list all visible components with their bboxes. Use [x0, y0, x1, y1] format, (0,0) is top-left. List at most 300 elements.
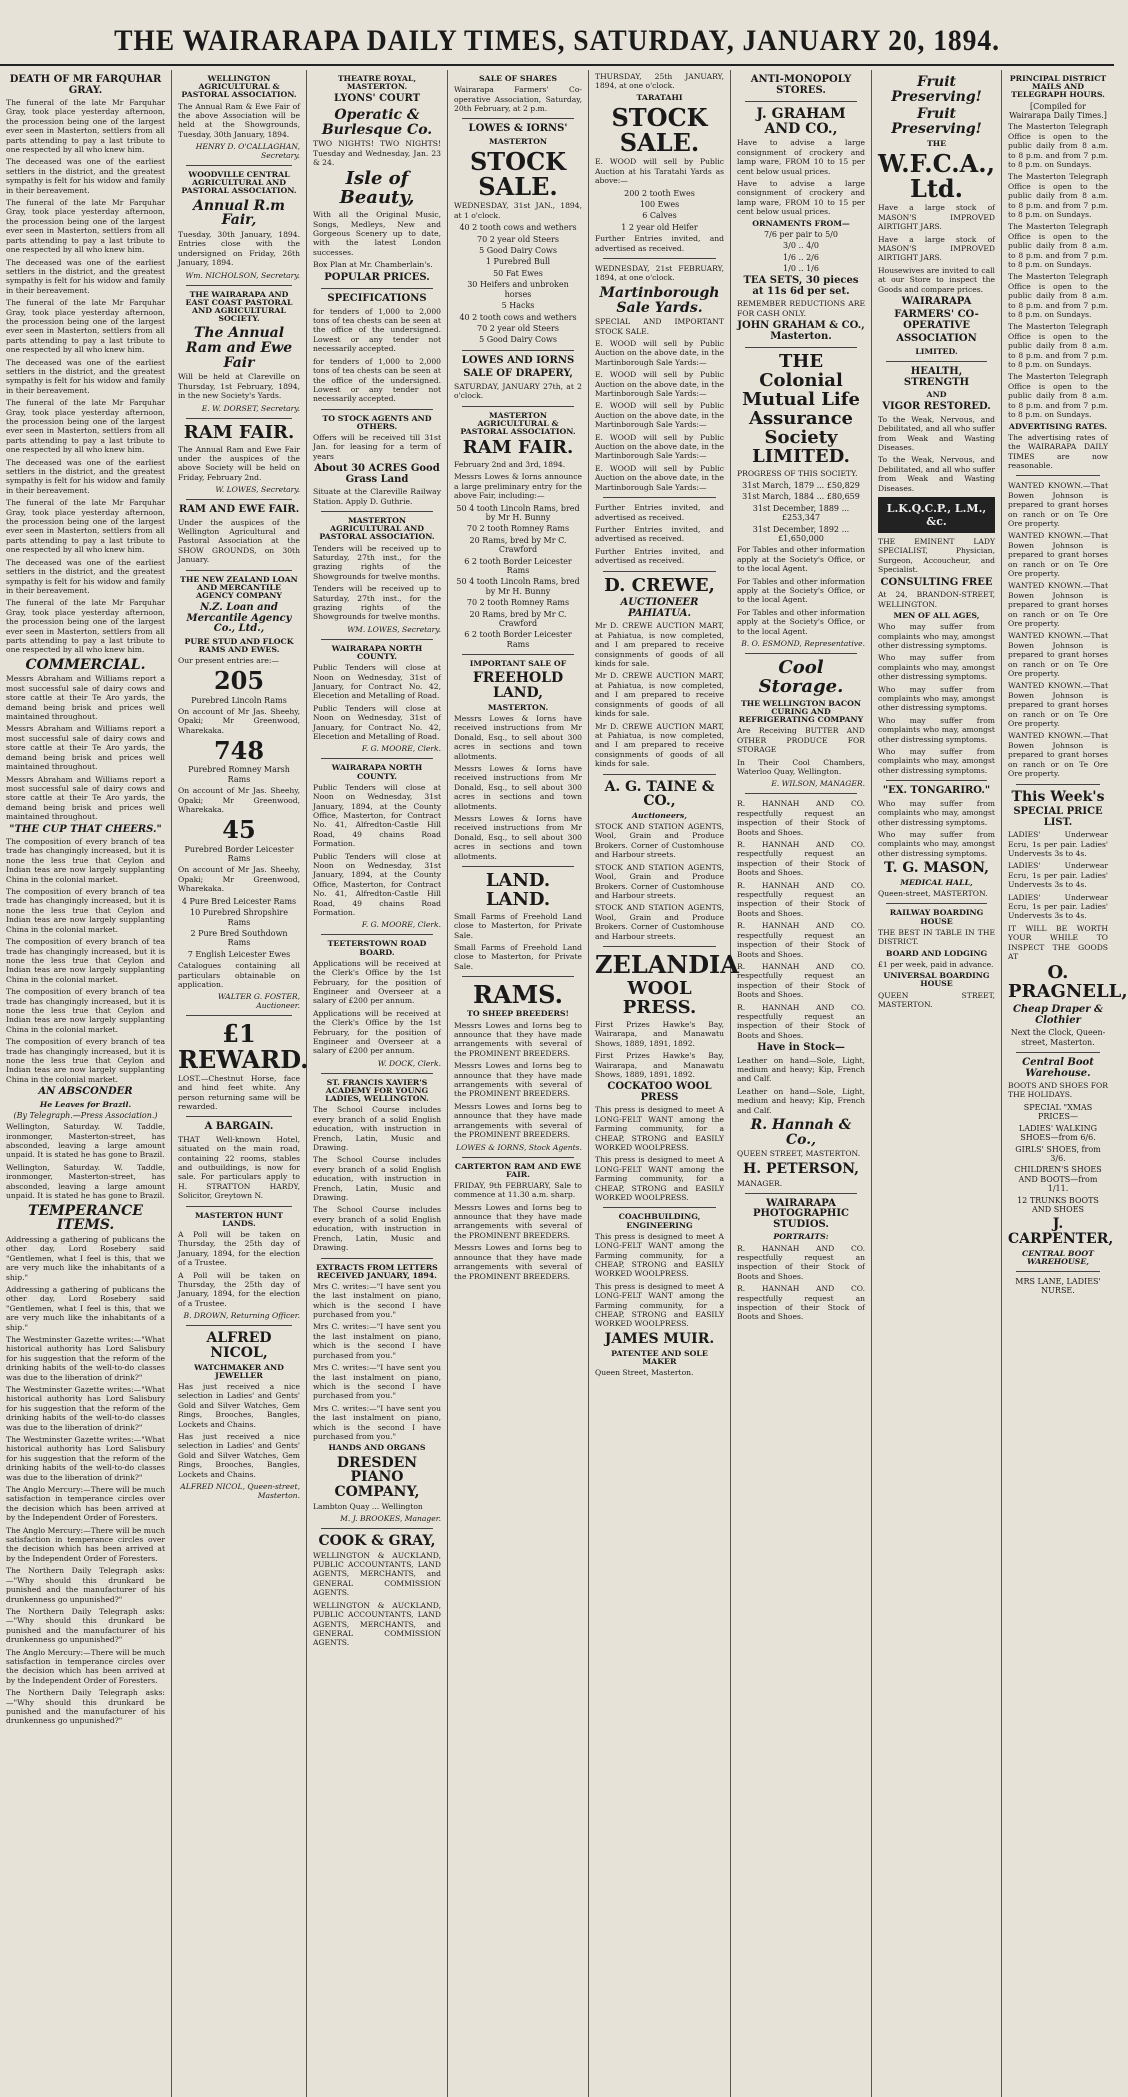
advert-title: Cool Storage. [758, 657, 844, 697]
advert-text: Lambton Quay ... Wellington [313, 1501, 423, 1511]
advert-text: The advertising rates of the WAIRARAPA DAILY TIMES are now reasonable. [1008, 432, 1108, 470]
article-paragraph: The composition of every branch of tea trade has changingly increased, but it is none the less true that Ceylon and Indian teas are now largely supplanting China in the colonial market. [6, 837, 165, 884]
article-paragraph: Wellington, Saturday. W. Taddle, ironmonger, Masterton-street, has absconded, leaving a large amount unpaid. It is stated he has gone to Brazil. [6, 1122, 165, 1160]
divider [186, 285, 292, 286]
advert-title: T. G. MASON, [883, 860, 989, 877]
advert-heading: PATENTEE AND SOLE MAKER [611, 1348, 708, 1366]
cup-heading: "THE CUP THAT CHEERS." [9, 823, 162, 835]
entry-line: 6 2 tooth Border Leicester Rams [464, 556, 572, 575]
advert-text: WANTED KNOWN.—That Bowen Johnson is prepared to grant horses on ranch or on Te Ore Ore property. [1008, 681, 1108, 729]
advert-text: Mrs C. writes:—"I have sent you the last instalment on piano, which is the second I have purchased from you." [313, 1363, 441, 1401]
advert-signature: Wm. NICHOLSON, Secretary. [185, 270, 300, 280]
advert-heading: WAIRARAPA [901, 295, 972, 307]
advert-heading: COACHBUILDING, ENGINEERING [618, 1212, 701, 1230]
article-paragraph: The Westminster Gazette writes:—"What historical authority has Lord Salisbury for his suggestion that the reform of the drinking habits of the well-to-do classes was due to the liberation of drink?" [6, 1334, 165, 1382]
entry-line: 40 2 tooth cows and wethers [459, 312, 577, 322]
advert-text: Mrs C. writes:—"I have sent you the last instalment on piano, which is the second I have purchased from you." [313, 1403, 441, 1441]
advert-heading: ANTI-MONOPOLY STORES. [750, 74, 852, 96]
advert-title: Fruit Preserving! [891, 74, 982, 105]
advert-text: Are Receiving BUTTER AND OTHER PRODUCE FOR STORAGE [737, 726, 865, 755]
advert-text: The School Course includes every branch of a solid English education, with instruction in French, Latin, Music and Drawing. [313, 1105, 441, 1153]
advert-title: A BARGAIN. [204, 1121, 274, 1133]
advert-signature: ALFRED NICOL, Queen-street, Masterton. [180, 1482, 300, 1501]
entry-line: 7 English Leicester Ewes [187, 949, 291, 959]
advert-heading: PORTRAITS: [773, 1232, 829, 1242]
advert-signature: W. DOCK, Clerk. [377, 1058, 441, 1068]
advert-text: Public Tenders will close at Noon on Wednesday, 31st January, 1894, at the County Office, Masterton, for Contract No. 41, Alfredton-Castle Hill Road, 49 chains Road Formation. [313, 851, 441, 918]
divider [1016, 1052, 1100, 1053]
entry-line: 70 2 year old Steers [477, 234, 559, 244]
advert-text: A Poll will be taken on Thursday, the 25th day of January, 1894, for the election of a Trustee. [178, 1230, 300, 1268]
advert-heading: ADVERTISING RATES. [1008, 421, 1108, 431]
advert-text: QUEEN STREET, MASTERTON. [878, 990, 995, 1009]
article-paragraph: The Anglo Mercury:—There will be much satisfaction in temperance circles over the decision which has been arrived at by the Independent Order of Foresters. [6, 1525, 165, 1563]
entry-line: 70 2 tooth Romney Rams [466, 524, 570, 534]
advert-text: Queen-street, MASTERTON. [878, 889, 988, 899]
article-paragraph: The funeral of the late Mr Farquhar Gray, took place yesterday afternoon, the procession being one of the largest ever seen in Masterton, settlers from all parts attending to pay a last tribute to one respected by all who knew him. [6, 598, 165, 655]
advert-text: Tenders will be received up to Saturday, 27th inst., for the grazing rights of the Showgrounds for twelve months. [313, 584, 441, 622]
advert-text: Public Tenders will close at Noon on Wednesday, 31st January, 1894, at the County Office, Masterton, for Contract No. 41, Alfredton-Castle Hill Road, 49 chains Road Formation. [313, 782, 441, 849]
advert-text: To the Weak, Nervous, and Debilitated, and all who suffer from Weak and Wasting Diseases. [878, 455, 995, 493]
divider [186, 1206, 292, 1207]
divider [1016, 1271, 1100, 1272]
column-7 [872, 70, 1002, 2097]
advert-text: R. HANNAH AND CO. respectfully request an inspection of their Stock of Boots and Shoes. [737, 961, 865, 1000]
divider [186, 499, 292, 500]
advert-heading: TO SHEEP BREEDERS! [467, 1009, 569, 1019]
temperance-heading: TEMPERANCE ITEMS. [28, 1202, 143, 1234]
article-paragraph: The Northern Daily Telegraph asks:—"Why should this drunkard be punished and the manufacturer of his drunkenness go unpunished?" [6, 1566, 165, 1604]
entry-line: 50 4 tooth Lincoln Rams, bred by Mr H. Bunny [456, 577, 580, 596]
advert-text: WANTED KNOWN.—That Bowen Johnson is prepared to grant horses on ranch or on Te Ore Ore property. [1008, 731, 1108, 779]
advert-text: Will be held at Clareville on Thursday, 1st February, 1894, in the new Society's Yards. [178, 372, 300, 401]
divider [603, 1207, 716, 1208]
advert-text: STOCK AND STATION AGENTS, Wool, Grain and Produce Brokers. Corner of Customhouse and Harbour streets. [595, 862, 724, 900]
advert-text: Messrs Lowes & Iorns have received instructions from Mr Donald, Esq., to sell about 300 acres in sections and town allotments. [454, 713, 582, 761]
advert-title: D. CREWE, [604, 574, 715, 596]
article-paragraph: Messrs Abraham and Williams report a most successful sale of dairy cows and store cattle at their Te Aro yards, the demand being brisk and prices well maintained throughout. [6, 724, 165, 772]
advert-text: Has just received a nice selection in Ladies' and Gents' Gold and Silver Watches, Gem Rings, Brooches, Bangles, Lockets and Chains. [178, 1382, 300, 1429]
advert-text: Messrs Lowes and Iorns beg to announce that they have made arrangements with several of the PROMINENT BREEDERS. [454, 1020, 582, 1058]
article-paragraph: The funeral of the late Mr Farquhar Gray, took place yesterday afternoon, the procession being one of the largest ever seen in Masterton, settlers from all parts attending to pay a last tribute to one respected by all who knew him. [6, 498, 165, 555]
advert-text: R. HANNAH AND CO. respectfully request an inspection of their Stock of Boots and Shoes. [737, 840, 865, 878]
divider [745, 1193, 857, 1194]
advert-heading: BOARD AND LODGING [885, 948, 988, 958]
advert-text: Have to advise a large consignment of crockery and lamp ware, FROM 10 to 15 per cent below usual prices. [737, 179, 865, 217]
entry-line: 50 4 tooth Lincoln Rams, bred by Mr H. Bunny [456, 503, 580, 522]
advert-text: LOST.—Chestnut Horse, face and hind feet white. Any person returning same will be rewarded. [178, 1073, 300, 1111]
progress-line: 31st December, 1889 ... £253,347 [752, 503, 850, 523]
advert-heading: THE WELLINGTON BACON CURING AND REFRIGERATING COMPANY [738, 698, 864, 725]
advert-title: RAM AND EWE FAIR. [178, 504, 300, 516]
advert-text: WEDNESDAY, 31st JAN., 1894, at 1 o'clock. [454, 201, 582, 220]
article-paragraph: The Northern Daily Telegraph asks:—"Why should this drunkard be punished and the manufacturer of his drunkenness go unpunished?" [6, 1606, 165, 1645]
divider [321, 639, 433, 640]
advert-title: RAM FAIR. [462, 437, 574, 459]
newspaper-title: THE WAIRARAPA DAILY TIMES, SATURDAY, JANUARY 20, 1894. [114, 24, 1000, 57]
advert-text: On account of Mr Jas. Sheehy, Opaki; Mr Greenwood, Wharekaka. [178, 865, 300, 894]
advert-text: R. HANNAH AND CO. respectfully request an inspection of their Stock of Boots and Shoes. [737, 1243, 865, 1281]
entry-line: 5 Hacks [501, 301, 535, 311]
divider [321, 409, 433, 410]
advert-text: The Annual Ram & Ewe Fair of the above Association will be held at the Showgrounds, Tuesday, 30th January, 1894. [178, 101, 300, 139]
divider [321, 758, 433, 759]
physician-logo-text: L.K.Q.C.P., L.M., &c. [886, 502, 987, 529]
column-3 [307, 70, 448, 2097]
advert-text: Have a large stock of MASON'S IMPROVED AIRTIGHT JARS. [878, 234, 995, 263]
advert-heading: Auctioneers, [631, 810, 688, 820]
advert-text: This press is designed to meet A LONG-FELT WANT among the Farming community, for a CHEAP, STRONG and EASILY WORKED WOOLPRESS. [595, 1155, 724, 1203]
advert-text: £1 per week, paid in advance. [878, 959, 994, 969]
article-paragraph: The composition of every branch of tea trade has changingly increased, but it is none the less true that Ceylon and Indian teas are now largely supplanting China in the colonial market. [6, 937, 165, 984]
divider [603, 774, 716, 775]
advert-heading: CONSULTING FREE [880, 576, 993, 588]
divider [462, 976, 574, 977]
advert-title: "EX. TONGARIRO." [882, 785, 991, 797]
divider [321, 288, 433, 289]
advert-heading: Cheap Draper & Clothier [1012, 1004, 1104, 1026]
physician-logo [878, 497, 995, 533]
advert-text: Messrs Lowes and Iorns beg to announce that they have made arrangements with several of the PROMINENT BREEDERS. [454, 1243, 582, 1281]
advert-text: R. HANNAH AND CO. respectfully request an inspection of their Stock of Boots and Shoes. [737, 880, 865, 918]
article-paragraph: The Northern Daily Telegraph asks:—"Why should this drunkard be punished and the manufacturer of his drunkenness go unpunished?" [6, 1688, 165, 1726]
advert-text: Who may suffer from complaints who may, amongst other distressing symptoms. [878, 622, 995, 650]
advert-heading: PURE STUD AND FLOCK RAMS AND EWES. [184, 636, 294, 654]
divider [186, 1116, 292, 1117]
entry-line: 2 Pure Bred Southdown Rams [190, 928, 288, 948]
advert-title: Martinborough Sale Yards. [599, 284, 720, 316]
advert-text: Have to advise a large consignment of crockery and lamp ware, FROM 10 to 15 per cent below usual prices. [737, 138, 865, 176]
advert-heading: THE NEW ZEALAND LOAN AND MERCANTILE AGENCY COMPANY [180, 574, 298, 601]
advert-heading: COCKATOO WOOL PRESS [607, 1081, 712, 1103]
advert-text: Has just received a nice selection in Ladies' and Gents' Gold and Silver Watches, Gem Rings, Brooches, Bangles, Lockets and Chains. [178, 1432, 300, 1479]
advert-signature: B. O. ESMOND, Representative. [741, 639, 865, 649]
advert-signature-heading: JOHN GRAHAM & CO., Masterton. [737, 320, 865, 342]
advert-heading: VIGOR RESTORED. [882, 401, 991, 413]
advert-text: Who may suffer from complaints who may, amongst other distressing symptoms. [878, 829, 995, 858]
advert-title: COOK & GRAY, [318, 1532, 436, 1549]
entry-line: 40 2 tooth cows and wethers [459, 223, 577, 233]
advert-text: The Masterton Telegraph Office is open to the public daily from 8 a.m. to 8 p.m. and from 7 p.m. to 8 p.m. on Sundays. [1008, 322, 1108, 370]
advert-text: Messrs Lowes & Iorns announce a large preliminary entry for the above Fair, including:— [454, 472, 582, 501]
press-credit: (By Telegraph.—Press Association.) [13, 1110, 158, 1120]
advert-text: PROGRESS OF THIS SOCIETY. [737, 468, 858, 478]
advert-text: This press is designed to meet A LONG-FELT WANT among the Farming community, for a CHEAP, STRONG and EASILY WORKED WOOLPRESS. [595, 1105, 724, 1152]
advert-text: TWO NIGHTS! TWO NIGHTS! Tuesday and Wednesday, Jan. 23 & 24. [313, 139, 441, 168]
article-paragraph: The Westminster Gazette writes:—"What historical authority has Lord Salisbury for his suggestion that the reform of the drinking habits of the well-to-do classes was due to the liberation of drink?" [6, 1435, 165, 1482]
entry-line: 100 Ewes [639, 199, 680, 209]
advert-text: This press is designed to meet A LONG-FELT WANT among the Farming community, for a CHEAP, STRONG and EASILY WORKED WOOLPRESS. [595, 1231, 724, 1279]
advert-heading: WAIRARAPA NORTH COUNTY. [331, 763, 423, 781]
advert-heading: WAIRARAPA PHOTOGRAPHIC STUDIOS. [752, 1197, 850, 1230]
advert-text: The Annual Ram and Ewe Fair under the auspices of the above Society will be held on Friday, February 2nd. [178, 444, 300, 482]
advert-title: R. Hannah & Co., [750, 1117, 852, 1148]
article-paragraph: The deceased was one of the earliest settlers in the district, and the greatest sympathy is felt for his widow and family in their bereavement. [6, 457, 165, 495]
advert-title: H. PETERSON, [743, 1160, 859, 1177]
divider [462, 118, 574, 119]
compiled-note: [Compiled for Wairarapa Daily Times.] [1009, 101, 1107, 120]
entry-line: 5 Good Dairy Cows [479, 246, 557, 256]
advert-text: WANTED KNOWN.—That Bowen Johnson is prepared to grant horses on ranch or on Te Ore Ore property. [1008, 631, 1108, 679]
advert-text: Who may suffer from complaints who may, amongst other distressing symptoms. [878, 653, 995, 682]
advert-text: LADIES' Underwear Ecru, 1s per pair. Ladies' Undervests 3s to 4s. [1008, 830, 1108, 858]
divider [186, 1325, 292, 1326]
advert-title: Fruit Preserving! [891, 106, 982, 138]
advert-text: REMEMBER REDUCTIONS ARE FOR CASH ONLY. [737, 299, 865, 318]
advert-signature: HENRY D. O'CALLAGHAN, Secretary. [195, 142, 300, 161]
advert-text: IT WILL BE WORTH YOUR WHILE TO INSPECT THE GOODS AT [1008, 923, 1108, 962]
advert-text: THAT Well-known Hotel, situated on the main road, containing 22 rooms, stables and outbuildings, is now for sale. For particulars apply to H. STRATTON HARDY, Solicitor, Greytown N. [178, 1134, 300, 1201]
advert-text: Who may suffer from complaints who may, amongst other distressing symptoms. [878, 747, 995, 775]
advert-text: Have a large stock of MASON'S IMPROVED AIRTIGHT JARS. [878, 203, 995, 232]
entry-description: Purebred Border Leicester Rams [184, 844, 294, 864]
divider [745, 793, 857, 794]
advert-title: Annual R.m Fair, [193, 197, 285, 229]
divider [321, 934, 433, 935]
article-paragraph: The deceased was one of the earliest settlers in the district, and the greatest sympathy is felt for his widow and family in their bereavement. [6, 157, 165, 195]
advert-heading: AND [926, 390, 947, 400]
entry-line: 6 2 tooth Border Leicester Rams [464, 630, 572, 649]
advert-text: Mr D. CREWE AUCTION MART, at Pahiatua, is now completed, and I am prepared to receive consignments of goods of all kinds for sale. [595, 671, 724, 719]
absconder-subheading: He Leaves for Brazil. [39, 1099, 132, 1109]
advert-text: Messrs Lowes and Iorns beg to announce that they have made arrangements with several of the PROMINENT BREEDERS. [454, 1101, 582, 1140]
advert-text: Our present entries are:— [178, 656, 279, 666]
divider [1016, 784, 1100, 785]
entry-line: 20 Rams, bred by Mr C. Crawford [469, 535, 567, 555]
advert-text: R. HANNAH AND CO. respectfully request an inspection of their Stock of Boots and Shoes. [737, 799, 865, 837]
advert-text: For Tables and other information apply at the Society's Office, or to the local Agent. [737, 576, 865, 605]
advert-text: Wairarapa Farmers' Co-operative Association, Saturday, 20th February, at 2 p.m. [454, 85, 582, 113]
advert-text: QUEEN STREET, MASTERTON. [737, 1149, 861, 1159]
advert-heading: HANDS AND ORGANS [328, 1443, 426, 1453]
advert-text: Who may suffer from complaints who may, amongst other distressing symptoms. [878, 684, 995, 713]
divider [186, 165, 292, 166]
advert-text: A Poll will be taken on Thursday, the 25th day of January, 1894, for the election of a Trustee. [178, 1270, 300, 1308]
advert-heading: HEALTH, STRENGTH [903, 366, 970, 388]
price-line: SPECIAL "XMAS PRICES— [1023, 1102, 1093, 1122]
divider [745, 347, 857, 348]
divider [603, 571, 716, 572]
advert-text: SATURDAY, JANUARY 27th, at 2 o'clock. [454, 381, 582, 401]
advert-heading: ORNAMENTS FROM— [752, 218, 850, 228]
advert-heading: WATCHMAKER AND JEWELLER [194, 1362, 284, 1380]
advert-heading: WELLINGTON AGRICULTURAL & PASTORAL ASSOCIATION. [181, 74, 297, 100]
progress-line: 31st December, 1892 ... £1,650,000 [752, 524, 850, 544]
advert-text: E. WOOD will sell by Public Auction on the above date, in the Martinborough Sale Yards:— [595, 463, 724, 492]
advert-text: Public Tenders will close at Noon on Wednesday, 31st of January, for Contract No. 42, Elecetion and Metalling of Road. [313, 663, 441, 701]
advert-text: E. WOOD will sell by Public Auction on the above date, in the Martinborough Sale Yards:— [595, 370, 724, 399]
advert-title: RAM FAIR. [183, 421, 295, 443]
advert-heading: LIMITED. [915, 346, 958, 356]
advert-title: STOCK SALE. [469, 147, 567, 202]
advert-text: Offers will be received till 31st Jan. for leasing for a term of years [313, 433, 441, 461]
article-paragraph: Addressing a gathering of publicans the other day, Lord Rosebery said "Gentlemen, what I feel is this, that we are very much like the inhabitants of a ship." [6, 1284, 165, 1332]
advert-text: E. WOOD will sell by Public Auction on the above date, in the Martinborough Sale Yards:— [595, 339, 724, 367]
advert-signature: E. WILSON, MANAGER. [771, 779, 865, 789]
advert-heading: LOWES AND IORNS [461, 354, 575, 366]
advert-text: Further Entries invited, and advertised as received. [595, 524, 724, 544]
divider [321, 1073, 433, 1074]
entry-line: 4 Pure Bred Leicester Rams [181, 896, 297, 906]
advert-heading: CARTERTON RAM AND EWE FAIR. [454, 1161, 582, 1179]
advert-text: Situate at the Clareville Railway Station. Apply D. Guthrie. [313, 487, 441, 506]
divider [462, 406, 574, 407]
advert-text: Who may suffer from complaints who may, amongst other distressing symptoms. [878, 798, 995, 827]
advert-signature: B. DROWN, Returning Officer. [183, 1311, 300, 1321]
advert-text: Messrs Lowes & Iorns have received instructions from Mr Donald, Esq., to sell about 300 acres in sections and town allotments. [454, 764, 582, 811]
advert-text: E. WOOD will sell by Public Auction on the above date, in the Martinborough Sale Yards:— [595, 432, 724, 461]
advert-text: STOCK AND STATION AGENTS, Wool, Grain and Produce Brokers. Corner of Customhouse and Harbour streets. [595, 822, 724, 860]
advert-signature: LOWES & IORNS, Stock Agents. [456, 1142, 582, 1152]
advert-text: Mrs C. writes:—"I have sent you the last instalment on piano, which is the second I have purchased from you." [313, 1281, 441, 1320]
advert-heading: PRINCIPAL DISTRICT MAILS AND TELEGRAPH HOURS. [1009, 74, 1107, 100]
advert-heading: TO STOCK AGENTS AND OTHERS. [322, 413, 432, 431]
advert-text: Housewives are invited to call at our Store to inspect the Goods and compare prices. [878, 265, 995, 294]
divider [603, 497, 716, 498]
advert-heading: MASTERTON [488, 136, 548, 146]
advert-text: LADIES' Underwear Ecru, 1s per pair. Ladies' Undervests 3s to 4s. [1008, 861, 1108, 890]
advert-text: The Masterton Telegraph Office is open to the public daily from 8 a.m. to 8 p.m. and from 7 p.m. to 8 p.m. on Sundays. [1008, 272, 1108, 320]
article-paragraph: The composition of every branch of tea trade has changingly increased, but it is none the less true that Ceylon and Indian teas are now largely supplanting China in the colonial market. [6, 887, 165, 934]
advert-text: Further Entries invited, and advertised as received. [595, 546, 724, 566]
entry-description: Purebred Romney Marsh Rams [188, 765, 290, 784]
article-paragraph: Addressing a gathering of publicans the other day, Lord Rosebery said "Gentlemen, what I feel is this, that we are very much like the inhabitants of a ship." [6, 1234, 165, 1282]
advert-heading: MASTERTON AGRICULTURAL & PASTORAL ASSOCIATION. [460, 410, 576, 436]
advert-text: This press is designed to meet A LONG-FELT WANT among the Farming community, for a CHEAP, STRONG and EASILY WORKED WOOLPRESS. [595, 1281, 724, 1329]
divider [603, 258, 716, 259]
entry-description: Purebred Lincoln Rams [191, 695, 287, 705]
advert-text: LADIES' Underwear Ecru, 1s per pair. Ladies' Undervests 3s to 4s. [1008, 892, 1108, 921]
advert-heading: MASTERTON HUNT LANDS. [195, 1210, 283, 1228]
advert-text: Mrs C. writes:—"I have sent you the last instalment on piano, which is the second I have purchased from you." [313, 1322, 441, 1360]
advert-title: Operatic & Burlesque Co. [321, 106, 433, 138]
divider [1016, 475, 1100, 476]
entry-line: 1 2 year old Heifer [621, 222, 698, 232]
advert-heading: ASSOCIATION [896, 333, 977, 345]
divider [745, 653, 857, 654]
advert-text: Mr D. CREWE AUCTION MART, at Pahiatua, is now completed, and I am prepared to receive consignments of goods of all kinds for sale. [595, 721, 724, 769]
article-paragraph: The Anglo Mercury:—There will be much satisfaction in temperance circles over the decision which has been arrived at by the Independent Order of Foresters. [6, 1485, 165, 1523]
divider [603, 946, 716, 947]
column-5 [589, 70, 739, 2097]
divider [186, 1015, 292, 1016]
advert-text: In Their Cool Chambers, Waterloo Quay, Wellington. [737, 757, 865, 776]
advert-text: The Masterton Telegraph Office is open to the public daily from 8 a.m. to 8 p.m. and from 7 p.m. to 8 p.m. on Sundays. [1008, 122, 1108, 169]
advert-text: For Tables and other information apply at the Society's Office, or to the local Agent. [737, 545, 865, 574]
entry-line: 70 2 year old Steers [477, 323, 559, 333]
article-paragraph: The deceased was one of the earliest settlers in the district, and the greatest sympathy is felt for his widow and family in their bereavement. [6, 257, 165, 295]
advert-text: for tenders of 1,000 to 2,000 tons of tea chests can be seen at the office of the undersigned. Lowest or any tender not necessarily accepted. [313, 306, 441, 354]
advert-heading: SPECIFICATIONS [327, 293, 427, 305]
advert-text: Catalogues containing all particulars obtainable on application. [178, 961, 300, 989]
advert-title: RAMS. [473, 980, 563, 1010]
advert-text: With all the Original Music, Songs, Medleys, New and Gorgeous Scenery up to date, with the latest London successes. [313, 210, 441, 257]
divider [886, 780, 987, 781]
advert-heading: LOWES & IORNS' [468, 123, 568, 135]
article-paragraph: The funeral of the late Mr Farquhar Gray, took place yesterday afternoon, the procession being one of the largest ever seen in Masterton, settlers from all parts attending to pay a last tribute to one respected by all who knew him. [6, 98, 165, 155]
advert-title: J. GRAHAM AND CO., [756, 106, 846, 137]
advert-text: Further Entries invited, and advertised as received. [595, 234, 724, 253]
column-1 [0, 70, 172, 2097]
obituary-heading: DEATH OF MR FARQUHAR GRAY. [9, 74, 162, 96]
advert-text: First Prizes Hawke's Bay, Wairarapa, and Manawatu Shows, 1889, 1891, 1892. [595, 1019, 724, 1048]
advert-title: Isle of Beauty, [339, 168, 415, 209]
advert-text: SPECIAL AND IMPORTANT STOCK SALE. [595, 317, 724, 336]
advert-text: The School Course includes every branch of a solid English education, with instruction in French, Latin, Music and Drawing. [313, 1155, 441, 1203]
advert-heading: THEATRE ROYAL, MASTERTON. [337, 74, 417, 92]
column-4 [448, 70, 589, 2097]
advert-title: JAMES MUIR. [604, 1330, 715, 1347]
advert-heading: CENTRAL BOOT WAREHOUSE, [1022, 1248, 1094, 1266]
advert-title: DRESDEN PIANO COMPANY, [334, 1454, 420, 1500]
entry-line: 70 2 tooth Romney Rams [466, 598, 570, 608]
advert-signature: M. J. BROOKES, Manager. [340, 1513, 441, 1523]
masthead [0, 0, 1114, 66]
advert-heading: AUCTIONEER PAHIATUA. [620, 597, 699, 619]
advert-text: The Masterton Telegraph Office is open to the public daily from 8 a.m. to 8 p.m. and from 7 p.m. to 8 p.m. on Sundays. [1008, 172, 1108, 219]
advert-heading: LYONS' COURT [333, 93, 421, 105]
progress-line: 31st March, 1879 ... £50,829 [742, 480, 860, 490]
price-line: 3/0 .. 4/0 [783, 241, 819, 251]
reward-heading: £1 REWARD. [178, 1019, 309, 1074]
advert-text: Queen Street, Masterton. [595, 1367, 694, 1377]
article-paragraph: The funeral of the late Mr Farquhar Gray, took place yesterday afternoon, the procession being one of the largest ever seen in Masterton, settlers from all parts attending to pay a last tribute to one respected by all who knew him. [6, 398, 165, 455]
article-paragraph: The deceased was one of the earliest settlers in the district, and the greatest sympathy is felt for his widow and family in their bereavement. [6, 357, 165, 395]
column-8 [1002, 70, 1128, 2097]
advert-text: The Masterton Telegraph Office is open to the public daily from 8 a.m. to 8 p.m. and from 7 p.m. to 8 p.m. on Sundays. [1008, 222, 1108, 270]
divider [186, 418, 292, 419]
advert-heading: TARATAHI [636, 92, 683, 102]
absconder-heading: AN ABSCONDER [38, 1086, 133, 1098]
advert-text: The School Course includes every branch of a solid English education, with instruction in French, Latin, Music and Drawing. [313, 1205, 441, 1253]
entry-line: 50 Fat Ewes [493, 268, 543, 278]
divider [462, 866, 574, 867]
advert-title: N.Z. Loan and Mercantile Agency Co., Ltd., [186, 602, 292, 635]
advert-heading: MEDICAL HALL, [900, 877, 973, 887]
advert-signature: WM. LOWES, Secretary. [347, 624, 441, 634]
advert-text: Mr D. CREWE AUCTION MART, at Pahiatua, is now completed, and I am prepared to receive consignments of goods of all kinds for sale. [595, 621, 724, 669]
advert-heading: IMPORTANT SALE OF [469, 659, 567, 669]
entry-count: 45 [222, 815, 256, 845]
entry-line: 10 Purebred Shropshire Rams [190, 908, 288, 927]
advert-text: FRIDAY, 9th FEBRUARY, Sale to commence at 11.30 a.m. sharp. [454, 1180, 582, 1200]
advert-text: February 2nd and 3rd, 1894. [454, 459, 566, 469]
advert-text: Further Entries invited, and advertised as received. [595, 503, 724, 522]
advert-text: On account of Mr Jas. Sheehy, Opaki; Mr Greenwood, Wharekaka. [178, 707, 300, 735]
divider [321, 1258, 433, 1259]
advert-text: On account of Mr Jas. Sheehy, Opaki; Mr Greenwood, Wharekaka. [178, 786, 300, 815]
advert-text: Tuesday, 30th January, 1894. Entries close with the undersigned on Friday, 26th January, 1894. [178, 230, 300, 268]
progress-line: 31st March, 1884 ... £80,659 [742, 492, 860, 502]
advert-text: Small Farms of Freehold Land close to Masterton, for Private Sale. [454, 911, 582, 940]
advert-signature: WALTER G. FOSTER, Auctioneer. [217, 992, 300, 1011]
advert-title: This Week's [1011, 788, 1105, 805]
advert-title: The Annual Ram and Ewe Fair [185, 325, 293, 371]
advert-title: J. CARPENTER, [1008, 1216, 1114, 1248]
advert-heading: THE [926, 138, 947, 148]
advert-heading: WOODVILLE CENTRAL AGRICULTURAL AND PASTORAL ASSOCIATION. [181, 170, 297, 196]
price-line: 1/0 .. 1/6 [783, 264, 819, 274]
advert-text: R. HANNAH AND CO. respectfully request an inspection of their Stock of Boots and Shoes. [737, 1284, 865, 1322]
advert-title: A. G. TAINE & CO., [604, 778, 715, 810]
price-line: GIRLS' SHOES, from 3/6. [1015, 1144, 1101, 1163]
advert-text: E. WOOD will sell by Public Auction at his Taratahi Yards as above:— [595, 157, 724, 186]
advert-title: WOOL PRESS. [622, 978, 697, 1019]
divider [462, 1157, 574, 1158]
entry-line: 6 Calves [642, 211, 677, 221]
article-paragraph: The funeral of the late Mr Farquhar Gray, took place yesterday afternoon, the procession being one of the largest ever seen in Masterton, settlers from all parts attending to pay a last tribute to one respected by all who knew him. [6, 298, 165, 355]
price-line: 1/6 .. 2/6 [783, 252, 819, 262]
